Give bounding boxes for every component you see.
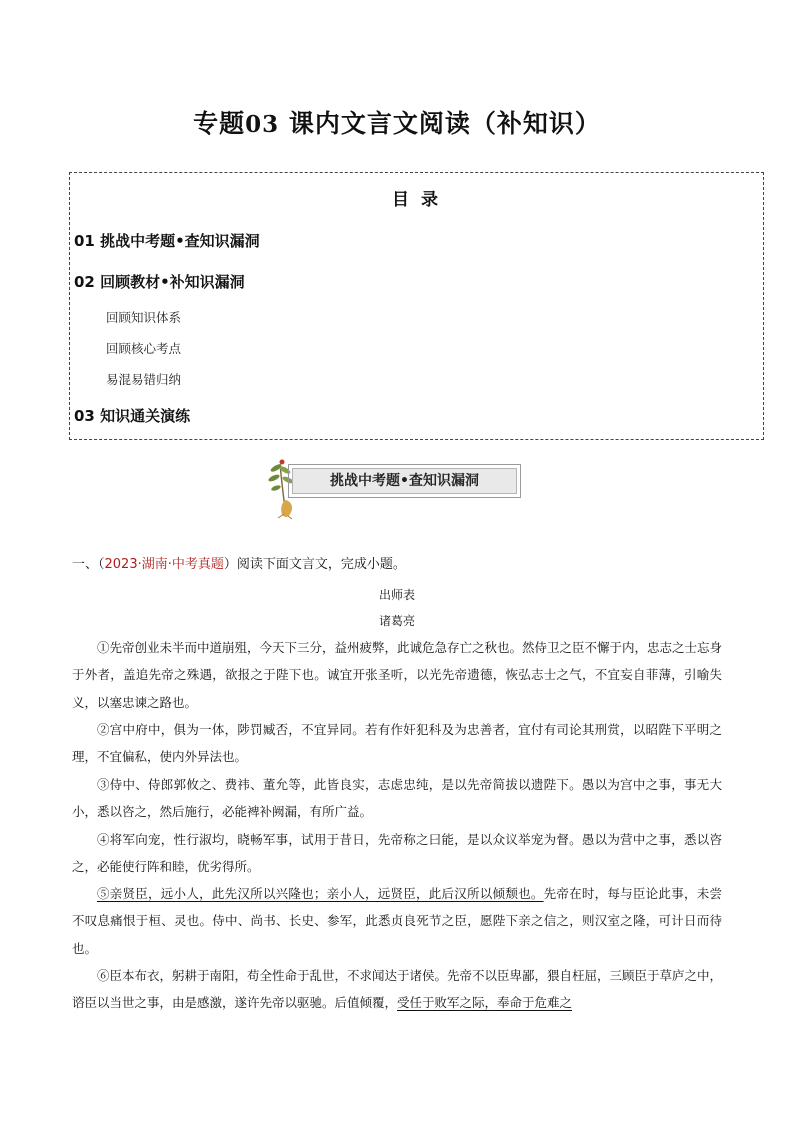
section-banner <box>262 456 524 520</box>
paragraph-5 <box>72 880 722 962</box>
paragraph-3 <box>72 771 722 826</box>
paragraph-text: ①先帝创业未半而中道崩殂，今天下三分，益州疲弊，此诚危急存亡之秋也。然侍卫之臣不懈于内，忠志之士忘身于外者，盖追先帝之殊遇，欲报之于陛下也。诚宜开张圣听，以光先帝遗德，恢弘志士之气，不宜妄自菲薄，引喻失义，以塞忠谏之路也。 <box>72 640 723 710</box>
toc-item-practice[interactable]: 03 知识通关演练 <box>74 407 191 425</box>
table-of-contents <box>69 172 764 440</box>
question-prefix: 一、（ <box>72 557 105 572</box>
question-suffix: ）阅读下面文言文，完成小题。 <box>223 557 406 572</box>
title-main: 课内文言文阅读（补知识） <box>288 109 601 138</box>
paragraph-text: ④将军向宠，性行淑均，晓畅军事，试用于昔日，先帝称之曰能，是以众议举宠为督。愚以为营中之事，悉以咨之，必能使行阵和睦，优劣得所。 <box>72 832 722 875</box>
toc-item-common-errors[interactable]: 易混易错归纳 <box>106 372 182 387</box>
toc-item-knowledge-system[interactable]: 回顾知识体系 <box>106 310 182 325</box>
underlined-sentence: 受任于败军之际，奉命于危难之 <box>397 995 573 1011</box>
paragraph-1 <box>72 634 722 716</box>
paragraph-6 <box>72 962 722 1017</box>
article-title: 出师表 <box>378 588 415 602</box>
paragraph-text: ②宫中府中，俱为一体，陟罚臧否，不宜异同。若有作奸犯科及为忠善者，宜付有司论其刑赏，以昭陛下平明之理，不宜偏私，使内外异法也。 <box>72 722 722 765</box>
question-source: 2023·湖南·中考真题 <box>104 557 224 572</box>
paragraph-text: ⑥臣本布衣，躬耕于南阳，苟全性命于乱世，不求闻达于诸侯。先帝不以臣卑鄙，猥自枉屈，三顾臣于草庐之中，谘臣以当世之事，由是感激，遂许先帝以驱驰。后值倾覆， <box>72 968 723 1011</box>
toc-heading: 目 录 <box>392 190 441 210</box>
paragraph-text: 先帝在时，每与臣论此事，未尝不叹息痛恨于桓、灵也。侍中、尚书、长史、参军，此悉贞良死节之臣，愿陛下亲之信之，则汉室之隆，可计日而待也。 <box>72 886 722 956</box>
title-prefix: 专题 <box>193 109 246 138</box>
paragraph-4 <box>72 826 722 881</box>
underlined-sentence: ⑤亲贤臣，远小人，此先汉所以兴隆也；亲小人，远贤臣，此后汉所以倾颓也。 <box>97 886 544 901</box>
toc-item-challenge[interactable]: 01 挑战中考题•查知识漏洞 <box>74 232 260 250</box>
question-intro <box>72 553 406 572</box>
toc-item-review[interactable]: 02 回顾教材•补知识漏洞 <box>74 273 245 291</box>
article-author: 诸葛亮 <box>378 614 415 628</box>
title-number: 03 <box>245 111 280 138</box>
banner-label: 挑战中考题•查知识漏洞 <box>292 468 517 494</box>
toc-item-core-points[interactable]: 回顾核心考点 <box>106 341 182 356</box>
paragraph-text: ③侍中、侍郎郭攸之、费祎、董允等，此皆良实，志虑忠纯，是以先帝简拔以遗陛下。愚以为宫中之事，事无大小，悉以咨之，然后施行，必能裨补阙漏，有所广益。 <box>72 777 722 820</box>
paragraph-2 <box>72 716 722 771</box>
page-title <box>0 104 794 140</box>
